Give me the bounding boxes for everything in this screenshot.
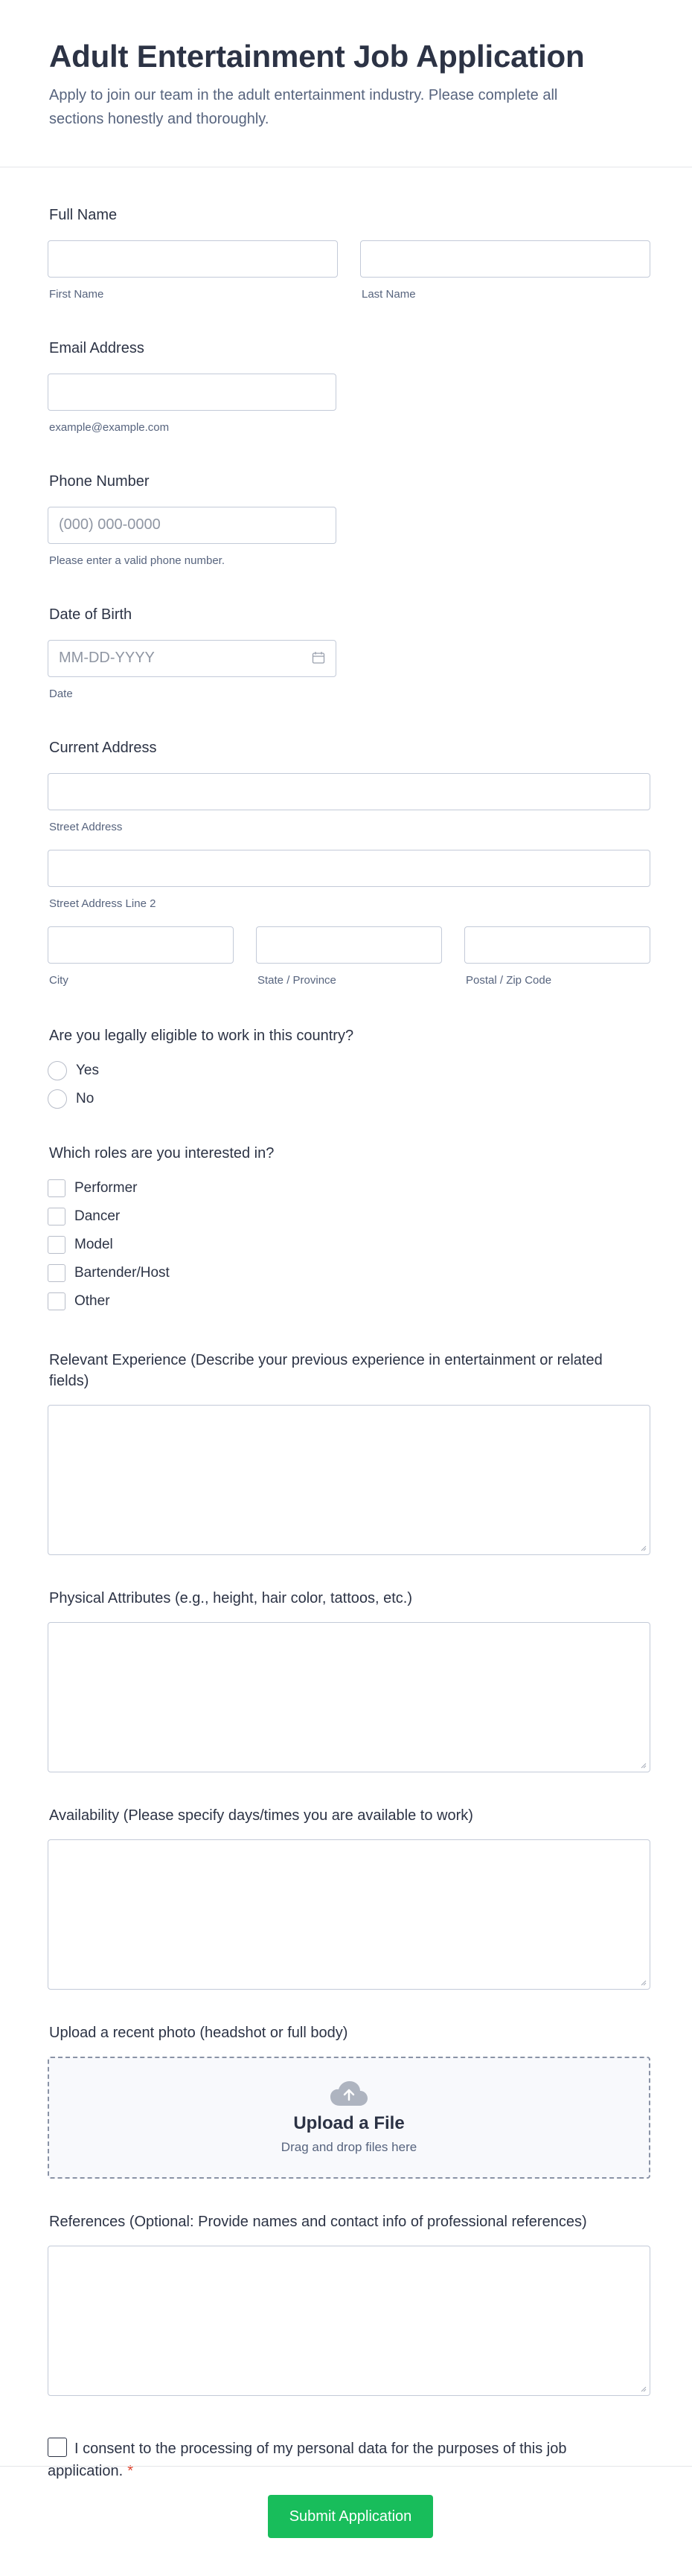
role-option-performer[interactable] (48, 1174, 650, 1202)
checkbox[interactable] (48, 1236, 65, 1254)
option-label: No (76, 1091, 94, 1106)
phone-sublabel: Please enter a valid phone number. (49, 554, 225, 567)
checkbox[interactable] (48, 1264, 65, 1282)
upload-hint: Drag and drop files here (281, 2140, 417, 2154)
consent-checkbox[interactable] (48, 2438, 67, 2457)
upload-title: Upload a File (293, 2113, 405, 2133)
form-header (0, 0, 692, 167)
checkbox[interactable] (48, 1208, 65, 1225)
last-name-input[interactable] (360, 240, 650, 278)
option-label: Model (74, 1237, 113, 1252)
option-label: Bartender/Host (74, 1265, 170, 1281)
attributes-question (48, 1588, 650, 1772)
option-label: Performer (74, 1180, 138, 1196)
role-option-model[interactable] (48, 1231, 650, 1259)
eligibility-question (48, 1025, 650, 1113)
photo-question (48, 2022, 650, 2179)
phone-label: Phone Number (49, 473, 150, 490)
resize-grip-icon[interactable] (639, 1544, 647, 1551)
zip-sublabel: Postal / Zip Code (466, 974, 552, 987)
email-label: Email Address (49, 340, 144, 356)
phone-input[interactable]: (000) 000-0000 (48, 507, 336, 544)
eligibility-label: Are you legally eligible to work in this country? (49, 1028, 354, 1044)
photo-upload-dropzone[interactable] (48, 2057, 650, 2179)
availability-question (48, 1805, 650, 1990)
dob-sublabel: Date (49, 688, 73, 700)
role-option-dancer[interactable] (48, 1202, 650, 1231)
email-question (48, 338, 650, 435)
email-input[interactable] (48, 374, 336, 411)
cloud-upload-icon (330, 2080, 368, 2107)
eligibility-option-no[interactable] (48, 1085, 650, 1113)
roles-question (48, 1143, 650, 1316)
phone-question (48, 471, 650, 568)
consent-text: I consent to the processing of my personal data for the purposes of this job application. (48, 2441, 567, 2479)
references-textarea[interactable] (48, 2246, 650, 2396)
full-name-question (48, 205, 650, 302)
checkbox[interactable] (48, 1292, 65, 1310)
last-name-sublabel: Last Name (362, 288, 416, 301)
city-sublabel: City (49, 974, 68, 987)
state-sublabel: State / Province (257, 974, 336, 987)
references-question (48, 2211, 650, 2396)
availability-textarea[interactable] (48, 1839, 650, 1990)
street-address-line2-sublabel: Street Address Line 2 (49, 897, 156, 910)
submit-button[interactable]: Submit Application (268, 2495, 433, 2538)
street-address-sublabel: Street Address (49, 821, 123, 833)
experience-question (48, 1350, 650, 1555)
role-option-bartender-host[interactable] (48, 1259, 650, 1287)
dob-placeholder: MM-DD-YYYY (59, 650, 155, 666)
availability-label: Availability (Please specify days/times you are available to work) (49, 1807, 473, 1824)
page-title: Adult Entertainment Job Application (49, 39, 585, 74)
experience-label: Relevant Experience (Describe your previous experience in entertainment or related fields) (49, 1352, 603, 1389)
role-option-other[interactable] (48, 1287, 650, 1316)
zip-input[interactable] (464, 926, 650, 964)
street-address-input[interactable] (48, 773, 650, 810)
dob-label: Date of Birth (49, 606, 132, 623)
address-question (48, 737, 650, 988)
attributes-textarea[interactable] (48, 1622, 650, 1772)
email-sublabel: example@example.com (49, 421, 170, 434)
first-name-sublabel: First Name (49, 288, 104, 301)
references-label: References (Optional: Provide names and contact info of professional references) (49, 2214, 587, 2230)
required-marker: * (127, 2463, 133, 2479)
street-address-line2-input[interactable] (48, 850, 650, 887)
resize-grip-icon[interactable] (639, 2385, 647, 2392)
calendar-icon[interactable] (312, 651, 325, 664)
dob-input[interactable] (48, 640, 336, 677)
state-input[interactable] (256, 926, 442, 964)
first-name-input[interactable] (48, 240, 338, 278)
full-name-label: Full Name (49, 207, 118, 223)
form-footer (0, 2466, 692, 2576)
resize-grip-icon[interactable] (639, 1761, 647, 1769)
option-label: Other (74, 1293, 110, 1309)
radio-button[interactable] (48, 1061, 67, 1080)
address-label: Current Address (49, 740, 157, 756)
option-label: Dancer (74, 1208, 121, 1224)
city-input[interactable] (48, 926, 234, 964)
form-body (0, 205, 692, 2482)
radio-button[interactable] (48, 1089, 67, 1109)
eligibility-option-yes[interactable] (48, 1057, 650, 1085)
option-label: Yes (76, 1063, 99, 1078)
resize-grip-icon[interactable] (639, 1979, 647, 1986)
checkbox[interactable] (48, 1179, 65, 1197)
photo-label: Upload a recent photo (headshot or full body) (49, 2025, 348, 2041)
attributes-label: Physical Attributes (e.g., height, hair color, tattoos, etc.) (49, 1590, 413, 1606)
page-description: Apply to join our team in the adult entertainment industry. Please complete all sections honestly and thoroughly. (49, 87, 558, 127)
experience-textarea[interactable] (48, 1405, 650, 1555)
dob-question (48, 604, 650, 702)
roles-label: Which roles are you interested in? (49, 1145, 275, 1162)
